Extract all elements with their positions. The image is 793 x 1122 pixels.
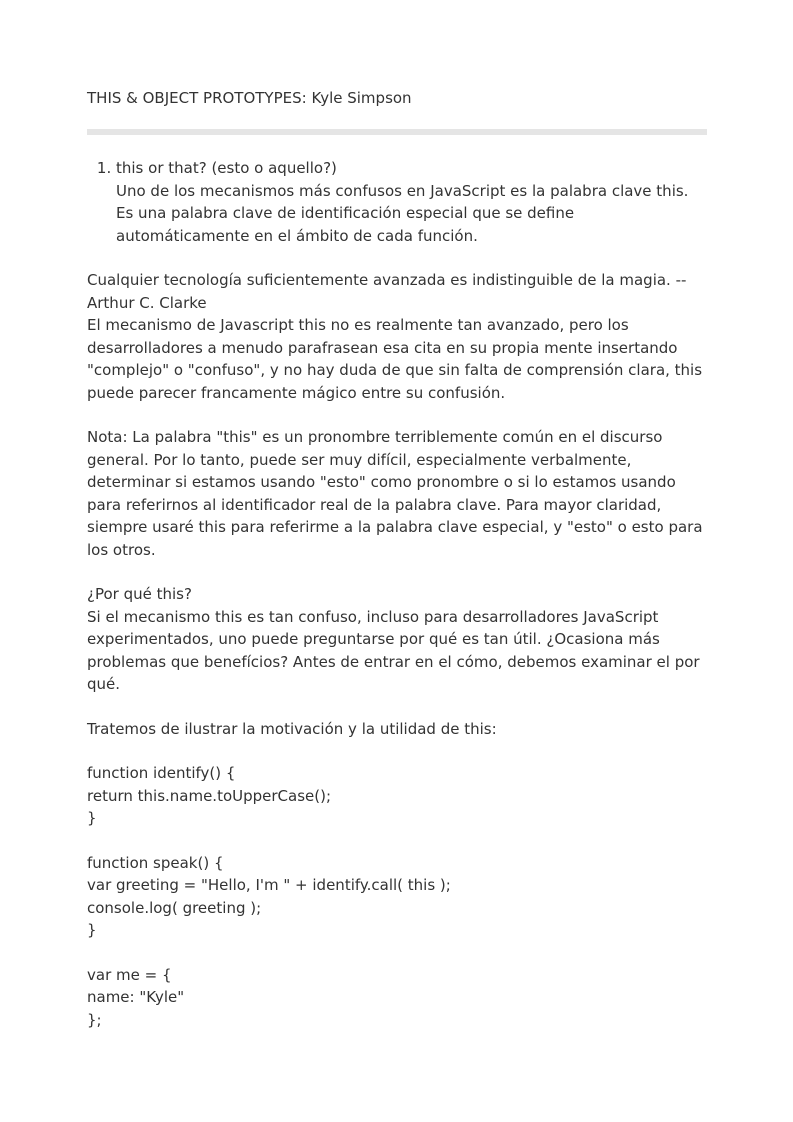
horizontal-divider <box>87 129 707 135</box>
code-line: } <box>87 809 97 827</box>
code-line: var greeting = "Hello, I'm " + identify.call( this ); <box>87 876 451 894</box>
code-block-speak <box>87 852 707 942</box>
code-line: function identify() { <box>87 764 236 782</box>
code-line: } <box>87 921 97 939</box>
list-item-heading: 1. this or that? (esto o aquello?) <box>116 159 337 177</box>
code-line: name: "Kyle" <box>87 988 185 1006</box>
code-line: }; <box>87 1010 102 1029</box>
code-line: function speak() { <box>87 853 224 872</box>
code-line: var me = { <box>87 965 172 984</box>
code-intro: Tratemos de ilustrar la motivación y la utilidad de this: <box>87 719 497 738</box>
body-paragraph: El mecanismo de Javascript this no es realmente tan avanzado, pero los desarrolladores a menudo parafrasean esa cita en su propia mente insertando "complejo" o "confuso", y no hay duda de que sin falta de comprensión clara, this puede parecer francamente mágico entre su confusión. <box>87 316 703 402</box>
code-line: return this.name.toUpperCase(); <box>87 786 332 805</box>
document-content <box>87 157 707 1031</box>
list-item <box>116 157 707 247</box>
code-block-me <box>87 964 707 1032</box>
document-title: THIS & OBJECT PROTOTYPES: Kyle Simpson <box>87 89 412 107</box>
list-item-body: Uno de los mecanismos más confusos en JavaScript es la palabra clave this. Es una palabra clave de identificación especial que se define automáticamente en el ámbito de cada función. <box>116 181 689 245</box>
quote-paragraph: Cualquier tecnología suficientemente avanzada es indistinguible de la magia. -- Arthur C. Clarke <box>87 271 687 312</box>
code-line: console.log( greeting ); <box>87 898 262 917</box>
numbered-list <box>87 157 707 247</box>
note-paragraph: Nota: La palabra "this" es un pronombre terriblemente común en el discurso general. Por lo tanto, puede ser muy difícil, especialmente verbalmente, determinar si estamos usando "esto" como pronombre o si lo estamos usando para referirnos al identificador real de la palabra clave. Para mayor claridad, siempre usaré this para referirme a la palabra clave especial, y "esto" o esto para los otros. <box>87 428 703 559</box>
section-body: Si el mecanismo this es tan confuso, incluso para desarrolladores JavaScript experimentados, uno puede preguntarse por qué es tan útil. ¿Ocasiona más problemas que benefícios? Antes de entrar en el cómo, debemos examinar el por qué. <box>87 607 700 693</box>
code-block-identify <box>87 762 707 830</box>
section-heading: ¿Por qué this? <box>87 585 192 603</box>
